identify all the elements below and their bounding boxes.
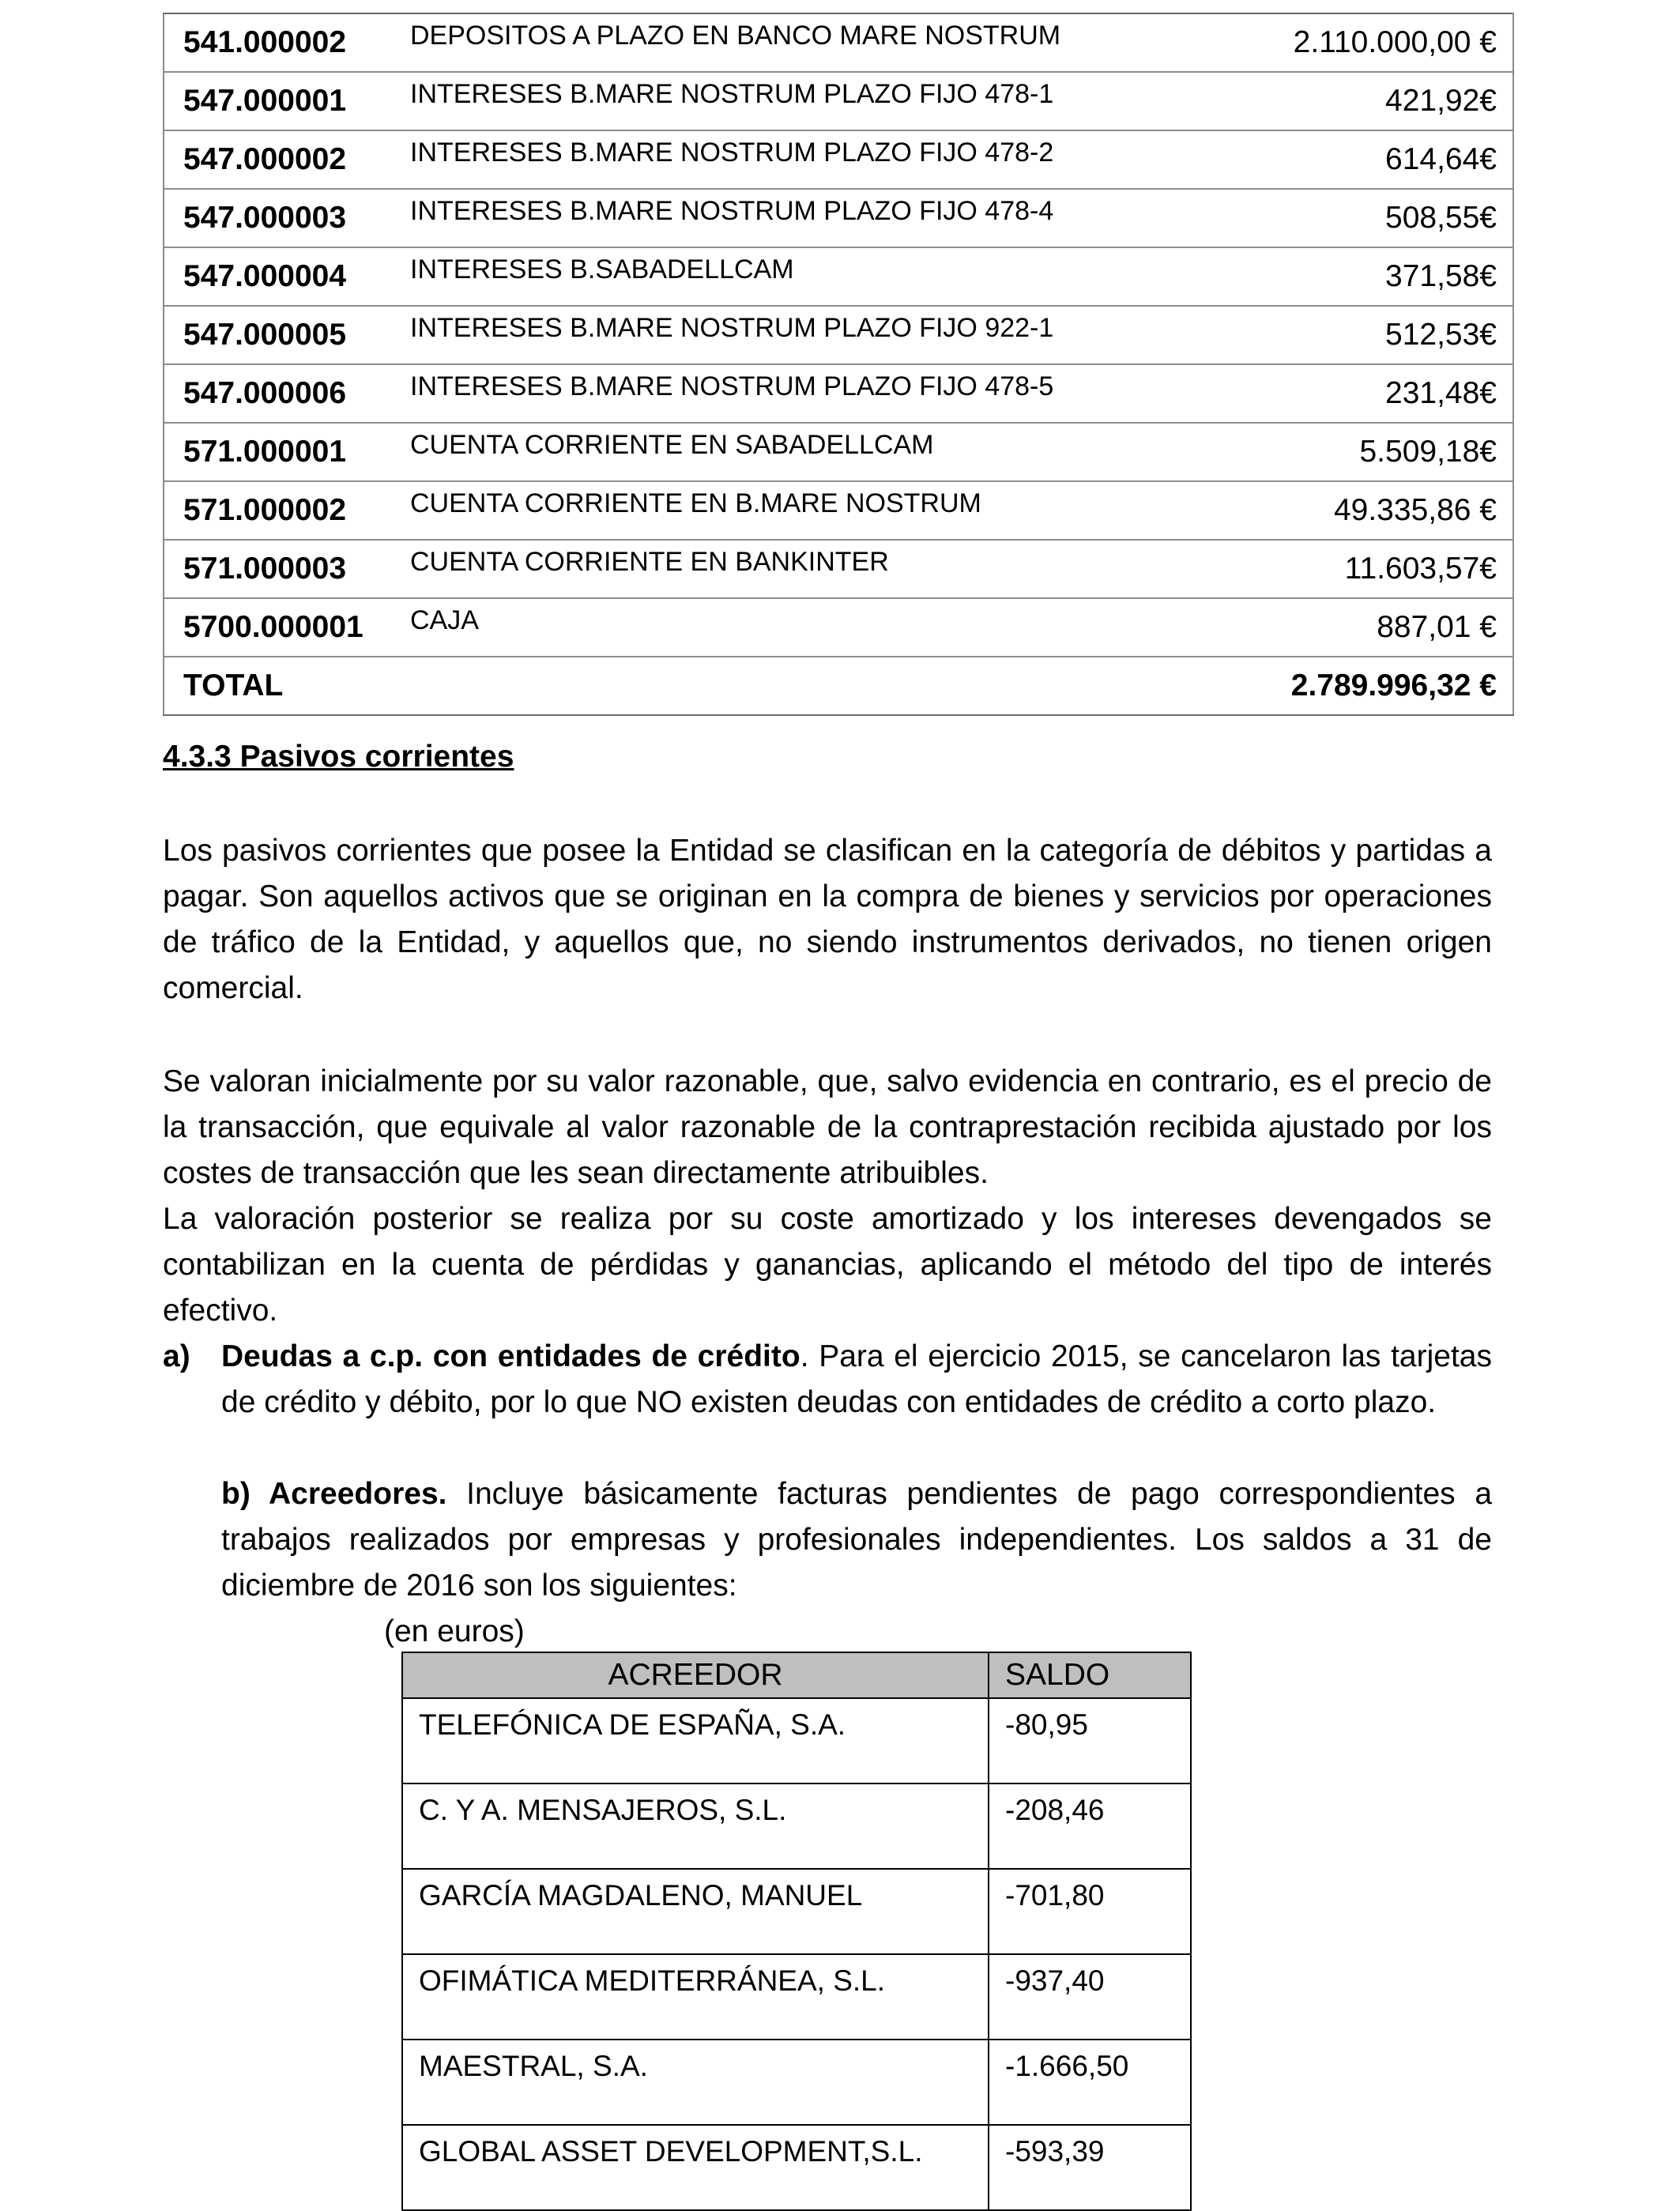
table-row — [164, 13, 1513, 72]
table-row — [164, 189, 1513, 247]
account-description: INTERESES B.MARE NOSTRUM PLAZO FIJO 478-1 — [401, 72, 1270, 130]
account-code: 547.000002 — [164, 130, 401, 189]
accounts-balance-table — [163, 13, 1514, 716]
list-item-creditors — [221, 1471, 1492, 1609]
table-row — [402, 1869, 1191, 1954]
account-amount: 512,53€ — [1270, 306, 1513, 364]
account-description: INTERESES B.MARE NOSTRUM PLAZO FIJO 478-4 — [401, 189, 1270, 247]
creditor-balance: -701,80 — [989, 1869, 1191, 1954]
column-header-creditor: ACREEDOR — [402, 1652, 989, 1698]
section-heading: 4.3.3 Pasivos corrientes — [163, 740, 514, 774]
account-amount: 11.603,57€ — [1270, 540, 1513, 598]
account-code: 571.000003 — [164, 540, 401, 598]
account-amount: 887,01 € — [1270, 598, 1513, 657]
total-label: TOTAL — [164, 657, 401, 715]
creditor-name: TELEFÓNICA DE ESPAÑA, S.A. — [402, 1698, 989, 1783]
list-item-text: Incluye básicamente facturas pendientes de pago correspondientes a trabajos realizados por empresas y profesionales independientes. Los saldos a 31 de diciembre de 2016 son los siguientes: — [221, 1477, 1493, 1603]
account-description: INTERESES B.MARE NOSTRUM PLAZO FIJO 922-1 — [401, 306, 1270, 364]
total-row — [164, 657, 1513, 715]
table-row — [164, 540, 1513, 598]
account-amount: 49.335,86 € — [1270, 481, 1513, 540]
account-code: 571.000001 — [164, 423, 401, 481]
table-row — [164, 481, 1513, 540]
account-amount: 231,48€ — [1270, 364, 1513, 423]
list-item-text: . Para el ejercicio 2015, se cancelaron las tarjetas de crédito y débito, por lo que NO existen deudas con entidades de crédito a corto plazo. — [221, 1339, 1492, 1419]
paragraph-subsequent-valuation: La valoración posterior se realiza por su coste amortizado y los intereses devengados se contabilizan en la cuenta de pérdidas y ganancias, aplicando el método del tipo de interés efectivo. — [163, 1202, 1492, 1328]
creditor-balance: -80,95 — [989, 1698, 1191, 1783]
units-note: (en euros) — [384, 1614, 525, 1648]
account-description: INTERESES B.MARE NOSTRUM PLAZO FIJO 478-2 — [401, 130, 1270, 189]
table-row — [402, 2125, 1191, 2210]
list-item-bank-debts — [163, 1334, 1492, 1426]
account-description: CAJA — [401, 598, 1270, 657]
account-amount: 508,55€ — [1270, 189, 1513, 247]
total-amount: 2.789.996,32 € — [1270, 657, 1513, 715]
account-amount: 421,92€ — [1270, 72, 1513, 130]
creditor-name: C. Y A. MENSAJEROS, S.L. — [402, 1783, 989, 1869]
table-row — [164, 130, 1513, 189]
column-header-balance: SALDO — [989, 1652, 1191, 1698]
table-row — [402, 1954, 1191, 2040]
account-amount: 614,64€ — [1270, 130, 1513, 189]
table-row — [164, 306, 1513, 364]
creditor-balance: -208,46 — [989, 1783, 1191, 1869]
account-amount: 371,58€ — [1270, 247, 1513, 306]
account-amount: 2.110.000,00 € — [1270, 13, 1513, 72]
table-header-row — [402, 1652, 1191, 1698]
paragraph-initial-valuation: Se valoran inicialmente por su valor razonable, que, salvo evidencia en contrario, es el precio de la transacción, que equivale al valor razonable de la contraprestación recibida ajustado por los costes de transacción que les sean directamente atribuibles. — [163, 1064, 1492, 1190]
account-description: INTERESES B.MARE NOSTRUM PLAZO FIJO 478-5 — [401, 364, 1270, 423]
table-row — [164, 423, 1513, 481]
creditor-balance: -593,39 — [989, 2125, 1191, 2210]
list-item-heading: Deudas a c.p. con entidades de crédito — [221, 1339, 800, 1373]
creditor-name: OFIMÁTICA MEDITERRÁNEA, S.L. — [402, 1954, 989, 2040]
list-marker: a) — [163, 1339, 190, 1373]
table-row — [164, 72, 1513, 130]
account-code: 547.000004 — [164, 247, 401, 306]
account-code: 547.000003 — [164, 189, 401, 247]
account-description: CUENTA CORRIENTE EN BANKINTER — [401, 540, 1270, 598]
account-code: 547.000005 — [164, 306, 401, 364]
table-row — [402, 1698, 1191, 1783]
table-row — [164, 598, 1513, 657]
table-row — [164, 247, 1513, 306]
account-description: CUENTA CORRIENTE EN SABADELLCAM — [401, 423, 1270, 481]
paragraph-classification: Los pasivos corrientes que posee la Entidad se clasifican en la categoría de débitos y partidas a pagar. Son aquellos activos que se originan en la compra de bienes y servicios por operaciones de tráfico de la Entidad, y aquellos que, no siendo instrumentos derivados, no tienen origen comercial. — [163, 834, 1492, 1005]
list-item-heading: b) Acreedores. — [221, 1477, 447, 1511]
account-amount: 5.509,18€ — [1270, 423, 1513, 481]
creditors-table — [401, 1652, 1192, 2211]
account-code: 547.000001 — [164, 72, 401, 130]
list-item-body — [221, 1334, 1492, 1426]
creditor-name: GARCÍA MAGDALENO, MANUEL — [402, 1869, 989, 1954]
account-code: 541.000002 — [164, 13, 401, 72]
creditor-name: GLOBAL ASSET DEVELOPMENT,S.L. — [402, 2125, 989, 2210]
table-row — [402, 2040, 1191, 2125]
account-description: DEPOSITOS A PLAZO EN BANCO MARE NOSTRUM — [401, 13, 1270, 72]
creditor-balance: -937,40 — [989, 1954, 1191, 2040]
account-description: CUENTA CORRIENTE EN B.MARE NOSTRUM — [401, 481, 1270, 540]
creditor-balance: -1.666,50 — [989, 2040, 1191, 2125]
table-row — [402, 1783, 1191, 1869]
account-code: 547.000006 — [164, 364, 401, 423]
account-description: INTERESES B.SABADELLCAM — [401, 247, 1270, 306]
total-spacer — [401, 657, 1270, 715]
creditor-name: MAESTRAL, S.A. — [402, 2040, 989, 2125]
account-code: 571.000002 — [164, 481, 401, 540]
table-row — [164, 364, 1513, 423]
account-code: 5700.000001 — [164, 598, 401, 657]
